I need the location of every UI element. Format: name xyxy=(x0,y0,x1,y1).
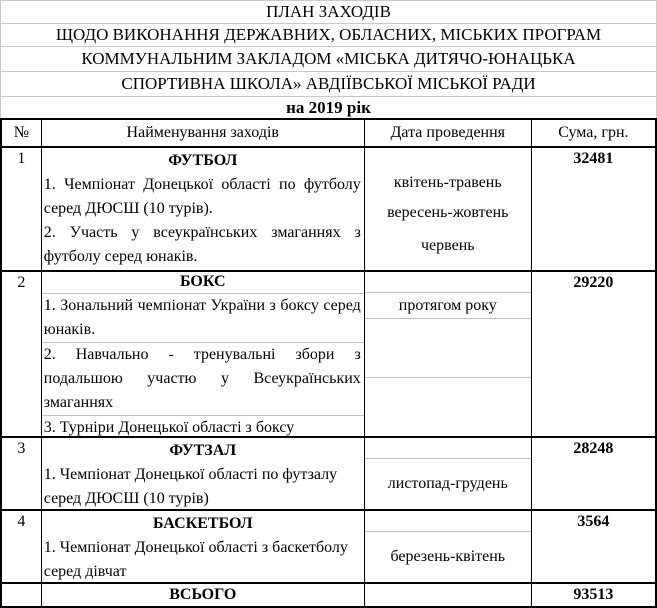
table-row-basketball xyxy=(2,511,655,584)
row-number: 3 xyxy=(2,438,42,509)
activity-item: 3. Турніри Донецької області з боксу xyxy=(42,415,364,440)
activity-item: 1. Чемпіонат Донецької області по футболу серед ДЮСШ (10 турів). xyxy=(43,176,361,217)
row-number: 1 xyxy=(2,148,42,270)
column-header-sum: Сума, грн. xyxy=(558,124,629,141)
total-number-cell xyxy=(2,584,42,606)
title-line-4: СПОРТИВНА ШКОЛА» АВДІЇВСЬКОЇ МІСЬКОЇ РАДИ xyxy=(1,72,656,97)
title-line-year: на 2019 рік xyxy=(286,97,371,117)
date-range: квітень-травень xyxy=(393,174,502,191)
activities-cell xyxy=(42,148,365,270)
row-number: 4 xyxy=(2,511,42,582)
date-cell xyxy=(365,148,532,270)
table-row-football xyxy=(2,148,655,272)
activity-item: 1. Чемпіонат Донецької області з баскетболу серед дівчат xyxy=(43,539,348,580)
activities-cell xyxy=(42,438,365,509)
activity-item: 1. Чемпіонат Донецької області по футзалу серед ДЮСШ (10 турів) xyxy=(43,466,338,507)
activities-cell xyxy=(42,511,365,582)
sport-title: БОКС xyxy=(179,273,226,290)
title-line-2: ЩОДО ВИКОНАННЯ ДЕРЖАВНИХ, ОБЛАСНИХ, МІСЬКИХ ПРОГРАМ xyxy=(1,24,656,47)
row-number: 2 xyxy=(2,272,42,436)
sport-title: ФУТБОЛ xyxy=(168,152,238,169)
activity-item: 2. Навчально - тренувальні збори з подальшою участю у Всеукраїнських змаганнях xyxy=(42,342,364,415)
total-row xyxy=(2,584,655,606)
events-table xyxy=(0,118,657,608)
total-label: ВСЬОГО xyxy=(42,584,365,606)
date-range: протягом року xyxy=(365,293,531,319)
table-header-row xyxy=(2,120,655,148)
title-line-1: ПЛАН ЗАХОДІВ xyxy=(1,1,656,24)
date-range: вересень-жовтень xyxy=(387,204,509,221)
sum-cell: 3564 xyxy=(577,513,610,530)
activities-cell xyxy=(42,272,365,436)
sum-cell: 29220 xyxy=(573,274,614,291)
total-sum: 93513 xyxy=(573,586,614,603)
date-cell xyxy=(365,272,532,436)
date-range: червень xyxy=(420,237,475,254)
date-cell xyxy=(365,438,532,509)
table-row-futsal xyxy=(2,438,655,511)
document-title-block xyxy=(0,0,657,118)
date-cell xyxy=(365,511,532,582)
column-header-date: Дата проведення xyxy=(365,120,532,146)
sum-cell: 32481 xyxy=(573,150,614,167)
sport-title: ФУТЗАЛ xyxy=(169,442,237,459)
sport-title: БАСКЕТБОЛ xyxy=(152,515,253,532)
date-range: березень-квітень xyxy=(390,548,506,565)
column-header-number: № xyxy=(2,120,42,146)
activity-item: 1. Зональний чемпіонат України з боксу серед юнаків. xyxy=(42,293,364,342)
column-header-name: Найменування заходів xyxy=(42,120,365,146)
title-line-3: КОММУНАЛЬНИМ ЗАКЛАДОМ «МІСЬКА ДИТЯЧО-ЮНАЦЬКА xyxy=(1,47,656,72)
total-date-cell xyxy=(365,584,532,606)
table-row-boxing xyxy=(2,272,655,438)
activity-item: 2. Участь у всеукраїнських змаганнях з футболу серед юнаків. xyxy=(43,224,361,265)
date-range: листопад-грудень xyxy=(387,475,508,492)
sum-cell: 28248 xyxy=(573,440,614,457)
